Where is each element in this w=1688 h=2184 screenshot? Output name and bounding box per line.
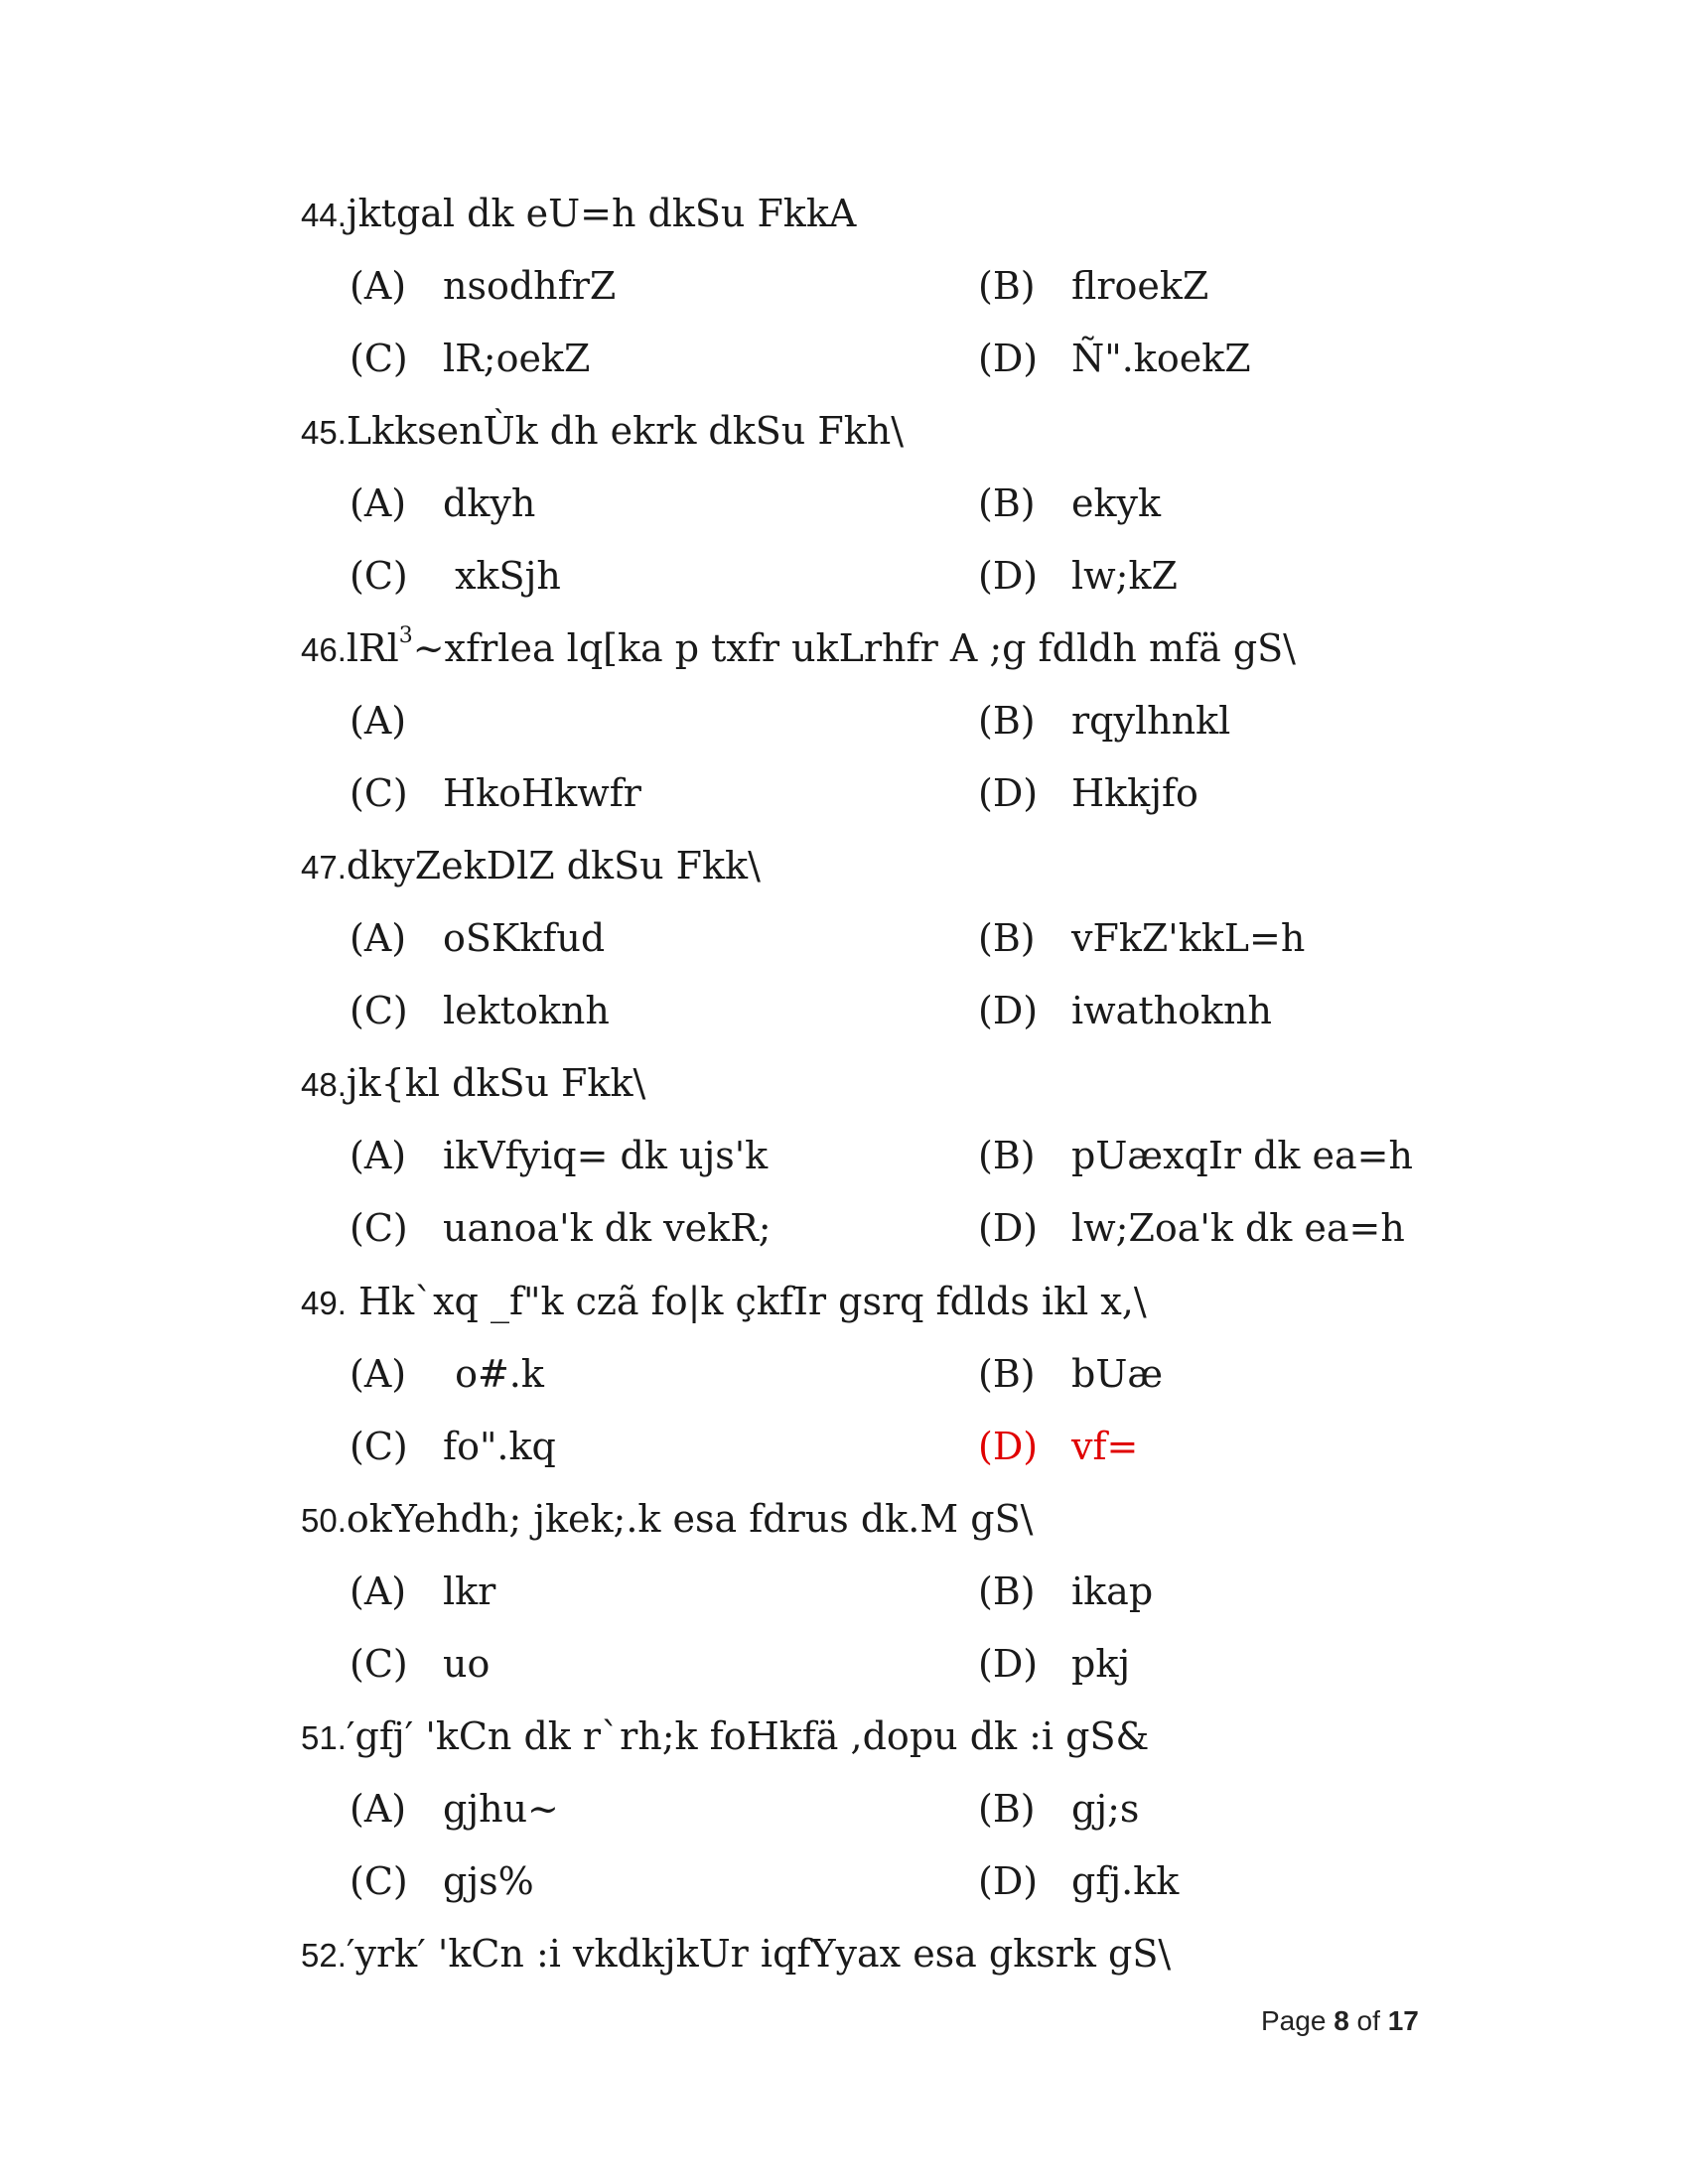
question-text: Hk`xq _f"k czã fo|k çkfIr gsrq fdlds ikl x,\: [346, 1280, 1147, 1323]
question-50: [301, 1497, 1034, 1541]
option-text: o#.k: [443, 1352, 544, 1396]
option-c: [350, 1642, 491, 1686]
option-b: [978, 1134, 1413, 1177]
option-label: (C): [350, 337, 408, 380]
option-label: (D): [978, 1859, 1039, 1903]
option-text: vf=: [1071, 1425, 1139, 1468]
option-text: gj;s: [1071, 1787, 1140, 1831]
option-b: [978, 1570, 1154, 1613]
option-text: xkSjh: [443, 554, 561, 598]
option-label: (D): [978, 1642, 1039, 1686]
option-label: (C): [350, 1859, 408, 1903]
option-label: (A): [350, 264, 407, 308]
option-label: (B): [978, 481, 1036, 525]
option-text: lkr: [443, 1570, 496, 1613]
question-52: [301, 1932, 1172, 1976]
question-45: [301, 409, 905, 453]
option-text: rqylhnkl: [1071, 699, 1231, 743]
option-label: (C): [350, 1425, 408, 1468]
question-48: [301, 1061, 646, 1105]
superscript: 3: [398, 623, 413, 648]
option-label: (D): [978, 771, 1039, 815]
option-c: [350, 554, 561, 598]
option-text: Hkkjfo: [1071, 771, 1198, 815]
option-label: (B): [978, 1134, 1036, 1177]
question-text: ′gfj′ 'kCn dk r`rh;k foHkfä ,dopu dk :i gS&: [346, 1714, 1150, 1758]
question-number: 52.: [301, 1937, 347, 1974]
question-text: ′yrk′ 'kCn :i vkdkjkUr iqfYyax esa gksrk gS\: [346, 1932, 1172, 1976]
question-number: 49.: [301, 1285, 347, 1321]
option-text: lw;kZ: [1071, 554, 1178, 598]
option-d: [978, 989, 1272, 1032]
option-label: (D): [978, 337, 1039, 380]
option-c: [350, 1206, 772, 1250]
option-text: gjhu~: [443, 1787, 559, 1831]
option-label: (C): [350, 989, 408, 1032]
option-label: (D): [978, 1425, 1039, 1468]
option-text: pkj: [1071, 1642, 1131, 1686]
option-d: [978, 771, 1198, 815]
option-label: (D): [978, 1206, 1039, 1250]
option-a: [350, 699, 443, 743]
question-number: 50.: [301, 1502, 347, 1539]
option-label: (C): [350, 554, 408, 598]
option-d: [978, 1425, 1139, 1468]
question-number: 46.: [301, 631, 347, 668]
question-number: 45.: [301, 414, 347, 451]
option-label: (A): [350, 1352, 407, 1396]
question-44: [301, 192, 857, 235]
option-text: ikap: [1071, 1570, 1154, 1613]
current-page-number: 8: [1334, 2005, 1349, 2036]
option-text: lR;oekZ: [443, 337, 591, 380]
page-word: Page: [1261, 2005, 1327, 2036]
option-text: flroekZ: [1071, 264, 1209, 308]
question-text: jk{kl dkSu Fkk\: [346, 1061, 646, 1105]
option-label: (A): [350, 481, 407, 525]
page-footer: [1261, 2005, 1419, 2037]
option-text: uanoa'k dk vekR;: [443, 1206, 772, 1250]
option-b: [978, 699, 1231, 743]
option-label: (B): [978, 264, 1036, 308]
option-b: [978, 1787, 1140, 1831]
option-text: ekyk: [1071, 481, 1162, 525]
question-number: 44.: [301, 197, 347, 233]
question-46: [301, 623, 1296, 670]
option-a: [350, 481, 536, 525]
question-text-cont: ~xfrlea lq[ka p txfr ukLrhfr A ;g fdldh mfä gS\: [412, 626, 1296, 670]
option-label: (D): [978, 554, 1039, 598]
option-c: [350, 1859, 534, 1903]
option-b: [978, 1352, 1164, 1396]
option-a: [350, 916, 606, 960]
option-label: (A): [350, 699, 407, 743]
option-label: (A): [350, 1787, 407, 1831]
question-text: LkksenÙk dh ekrk dkSu Fkh\: [346, 409, 905, 453]
option-text: nsodhfrZ: [443, 264, 617, 308]
option-d: [978, 1859, 1180, 1903]
option-text: vFkZ'kkL=h: [1071, 916, 1306, 960]
option-label: (B): [978, 916, 1036, 960]
question-text: lRl: [346, 626, 399, 670]
option-label: (B): [978, 1787, 1036, 1831]
question-51: [301, 1714, 1150, 1758]
total-pages: 17: [1387, 2005, 1419, 2036]
option-text: pUæxqIr dk ea=h: [1071, 1134, 1413, 1177]
option-label: (A): [350, 1134, 407, 1177]
option-d: [978, 1206, 1405, 1250]
option-label: (B): [978, 1352, 1036, 1396]
option-text: lektoknh: [443, 989, 610, 1032]
question-text: okYehdh; jkek;.k esa fdrus dk.M gS\: [346, 1497, 1034, 1541]
question-number: 51.: [301, 1719, 347, 1756]
option-text: ikVfyiq= dk ujs'k: [443, 1134, 769, 1177]
option-a: [350, 1570, 496, 1613]
option-label: (B): [978, 1570, 1036, 1613]
option-label: (A): [350, 916, 407, 960]
option-label: (B): [978, 699, 1036, 743]
option-d: [978, 337, 1251, 380]
option-c: [350, 989, 610, 1032]
option-b: [978, 264, 1209, 308]
option-text: Ñ".koekZ: [1071, 337, 1251, 380]
option-c: [350, 771, 641, 815]
option-text: lw;Zoa'k dk ea=h: [1071, 1206, 1405, 1250]
option-d: [978, 1642, 1131, 1686]
option-text: gfj.kk: [1071, 1859, 1180, 1903]
option-a: [350, 1787, 559, 1831]
option-b: [978, 481, 1162, 525]
option-a: [350, 1134, 769, 1177]
option-text: uo: [443, 1642, 491, 1686]
option-label: (D): [978, 989, 1039, 1032]
option-c: [350, 1425, 556, 1468]
option-text: dkyh: [443, 481, 536, 525]
option-d: [978, 554, 1178, 598]
option-c: [350, 337, 591, 380]
option-b: [978, 916, 1306, 960]
option-a: [350, 1352, 544, 1396]
question-number: 48.: [301, 1066, 347, 1103]
option-label: (A): [350, 1570, 407, 1613]
option-text: HkoHkwfr: [443, 771, 641, 815]
option-text: bUæ: [1071, 1352, 1164, 1396]
of-word: of: [1356, 2005, 1380, 2036]
option-text: oSKkfud: [443, 916, 606, 960]
question-47: [301, 844, 761, 887]
option-text: fo".kq: [443, 1425, 556, 1468]
option-label: (C): [350, 1206, 408, 1250]
question-text: dkyZekDlZ dkSu Fkk\: [346, 844, 761, 887]
option-a: [350, 264, 617, 308]
question-49: [301, 1280, 1147, 1323]
option-label: (C): [350, 771, 408, 815]
option-label: (C): [350, 1642, 408, 1686]
option-text: gjs%: [443, 1859, 534, 1903]
option-text: iwathoknh: [1071, 989, 1272, 1032]
question-text: jktgal dk eU=h dkSu FkkA: [346, 192, 857, 235]
question-number: 47.: [301, 849, 347, 886]
